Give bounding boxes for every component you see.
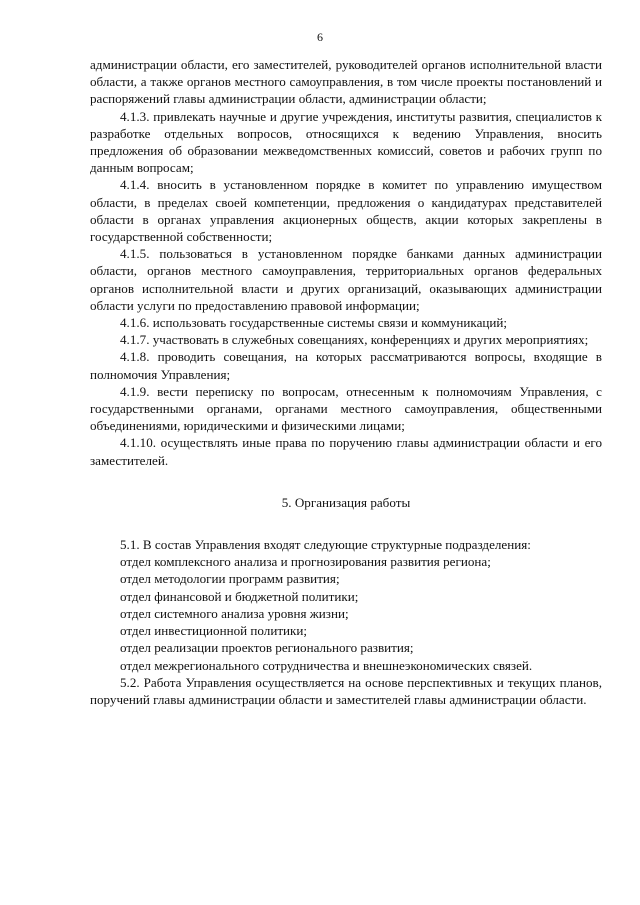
paragraph-4-1-5: 4.1.5. пользоваться в установленном порядке банками данных администрации области, органов местного самоуправления, территориальных органов федеральных органов исполнительной власти и других организаций, оказывающих администрации области услуги по предоставлению правовой информации; [90,246,602,313]
list-item: отдел инвестиционной политики; [120,623,308,639]
list-item: отдел финансовой и бюджетной политики; [120,588,359,604]
list-item: отдел межрегионального сотрудничества и внешнеэкономических связей. [120,657,533,673]
list-item: отдел реализации проектов регионального развития; [120,640,414,656]
paragraph-4-1-7: 4.1.7. участвовать в служебных совещаниях, конференциях и других мероприятиях; [120,332,589,348]
list-item: отдел системного анализа уровня жизни; [120,605,349,621]
list-item: отдел комплексного анализа и прогнозирования развития региона; [120,554,491,570]
paragraph-5-1: 5.1. В состав Управления входят следующие структурные подразделения: [120,537,531,553]
paragraph-5-2: 5.2. Работа Управления осуществляется на основе перспективных и текущих планов, поручений главы администрации области и заместителей главы администрации области. [90,674,602,707]
paragraph-4-1-4: 4.1.4. вносить в установленном порядке в комитет по управлению имуществом области, в пределах своей компетенции, предложения о кандидатурах представителей области в органах управления акционерных обществ, акции которых закреплены в государственной собственности; [90,177,602,245]
section-heading: 5. Организация работы [281,494,411,510]
page-number: 6 [317,30,323,44]
paragraph-4-1-3: 4.1.3. привлекать научные и другие учреждения, институты развития, специалистов к разработке отдельных вопросов, относящихся к ведению Управления, вносить предложения об образовании межведомственных комиссий, советов и рабочих групп по данным вопросам; [90,108,602,176]
department-list [90,553,602,656]
paragraph-4-1-8: 4.1.8. проводить совещания, на которых рассматриваются вопросы, входящие в полномочия Управления; [90,349,602,382]
list-item: отдел методологии программ развития; [120,571,340,587]
paragraph-4-1-6: 4.1.6. использовать государственные системы связи и коммуникаций; [120,315,508,331]
paragraph-4-1-9: 4.1.9. вести переписку по вопросам, отнесенным к полномочиям Управления, с государственными органами, органами местного самоуправления, общественными объединениями, юридическими и физическими лицами; [90,383,602,434]
paragraph-continuation: администрации области, его заместителей, руководителей органов исполнительной власти области, а также органов местного самоуправления, в том числе проекты постановлений и распоряжений главы администрации области, администрации области; [90,57,602,107]
paragraph-4-1-10: 4.1.10. осуществлять иные права по поручению главы администрации области и его заместителей. [90,435,602,468]
document-body [90,56,602,708]
